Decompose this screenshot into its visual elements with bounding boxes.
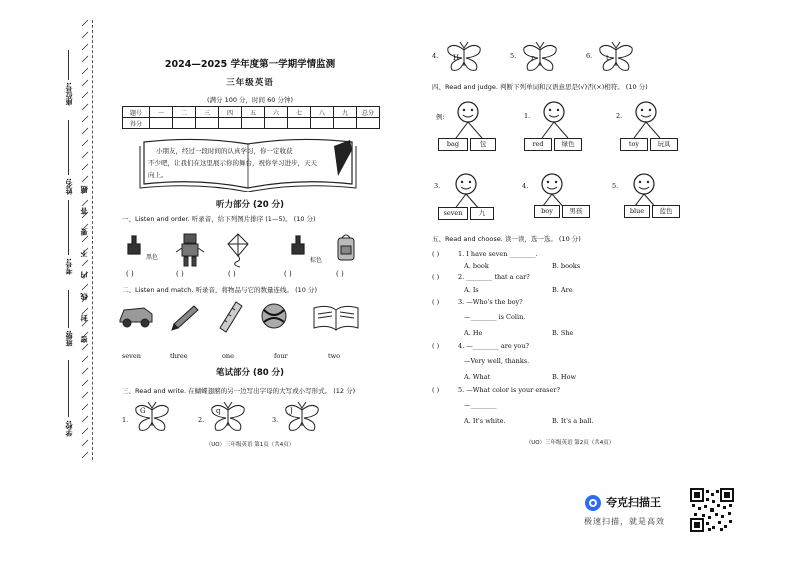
butterfly-letter: t [606, 54, 609, 62]
ball-icon [262, 304, 286, 328]
score-cell[interactable] [357, 118, 380, 129]
score-cell[interactable] [311, 118, 334, 129]
q5-answer-paren[interactable]: ( ) [432, 298, 440, 306]
smiley-icon [450, 100, 510, 140]
pencil-icon [172, 306, 198, 330]
q1-label-black: 黑色 [146, 254, 159, 261]
q5-option-b: B. It's a ball. [552, 417, 594, 425]
question-4-heading: 四、Read and judge. 判断下列单词和汉语意思是(√)否(×)相符。 (10 分) [432, 83, 648, 91]
butterfly-letter: H [453, 54, 460, 62]
q2-number-word: seven [122, 352, 141, 360]
ruler-icon [220, 302, 242, 332]
seat-line [68, 50, 69, 80]
score-cell[interactable] [288, 118, 311, 129]
binding-strip [0, 0, 100, 561]
class-line [68, 290, 69, 328]
hand-icon [128, 236, 140, 254]
q1-answer-paren[interactable]: ( ) [228, 270, 236, 278]
q4-item-number: 4. [522, 182, 529, 190]
score-row-label: 得分 [123, 118, 150, 129]
name-label: 姓名: [65, 178, 73, 195]
q4-chinese-word: 包 [470, 138, 496, 151]
q3-item-number: 3. [272, 416, 279, 424]
page-2-footer: （UO）三年级英语 第2页（共4页） [525, 440, 615, 446]
q5-option-a: A. Is [464, 286, 479, 294]
score-cell[interactable] [242, 118, 265, 129]
q4-english-word: blue [624, 205, 650, 218]
page-1 [100, 0, 400, 561]
score-cell[interactable] [219, 118, 242, 129]
score-header-cell: 一 [150, 107, 173, 118]
backpack-icon [338, 235, 354, 260]
butterfly-icon [520, 42, 560, 72]
score-row [123, 118, 380, 129]
exam-meta: (满分 100 分，时间 60 分钟) [206, 96, 293, 104]
class-label: 班级: [65, 330, 73, 347]
number-line [68, 200, 69, 255]
q5-option-a: A. He [464, 329, 483, 337]
q5-question-stem: 1. I have seven ________. [458, 250, 538, 258]
q4-chinese-word: 男孩 [562, 205, 590, 218]
scanner-watermark [578, 488, 738, 534]
q4-item-number: 1. [524, 112, 531, 120]
score-header-cell: 二 [173, 107, 196, 118]
q4-chinese-word: 蓝色 [652, 205, 680, 218]
school-line [68, 360, 69, 417]
writing-section-title: 笔试部分 (80 分) [215, 368, 285, 378]
q5-answer-paren[interactable]: ( ) [432, 342, 440, 350]
question-1-heading: 一、Listen and order. 听录音，给下列图片排序 (1—5)。 (10 分) [122, 215, 316, 223]
smiley-icon [448, 172, 508, 212]
q5-option-b: B. books [552, 262, 581, 270]
butterfly-letter: J [290, 407, 293, 415]
score-header-cell: 总分 [357, 107, 380, 118]
butterfly-letter: r [531, 54, 535, 62]
q4-item-number: 3. [434, 182, 441, 190]
q4-chinese-word: 玩具 [650, 138, 678, 151]
butterfly-icon [282, 402, 322, 432]
book-icon [314, 306, 358, 330]
score-cell[interactable] [196, 118, 219, 129]
butterfly-icon [444, 42, 484, 72]
q2-number-word: two [328, 352, 341, 360]
q5-question-stem: 5. —What color is your eraser? [458, 386, 560, 394]
q4-chinese-word: 九 [470, 207, 494, 220]
scanner-brand: 夸克扫描王 [606, 496, 661, 509]
exam-subtitle: 三年级英语 [226, 78, 274, 88]
q4-english-word: seven [438, 207, 468, 220]
number-label: 考号: [65, 258, 73, 275]
butterfly-icon [596, 42, 636, 72]
q3-item-number: 6. [586, 52, 593, 60]
q4-english-word: toy [620, 138, 648, 151]
question-2-heading: 二、Listen and match. 听录音，将物品与它的数量连线。 (10 分) [122, 286, 318, 294]
school-label: 学校: [65, 420, 73, 437]
listening-section-title: 听力部分 (20 分) [215, 200, 285, 210]
score-header-cell: 三 [196, 107, 219, 118]
score-table [122, 106, 380, 129]
seat-label: 座位号: [65, 82, 73, 106]
score-header-cell: 六 [265, 107, 288, 118]
name-line [68, 120, 69, 175]
score-cell[interactable] [150, 118, 173, 129]
score-cell[interactable] [265, 118, 288, 129]
q1-answer-paren[interactable]: ( ) [336, 270, 344, 278]
page-1-footer: （UO）三年级英语 第1页（共4页） [205, 442, 295, 448]
q2-number-word: three [170, 352, 188, 360]
banner-text-line-1: 小朋友，经过一段时间的认真学习，你一定收获 [156, 147, 293, 155]
q5-question-stem-2: —________ [464, 401, 497, 409]
q5-question-stem: 4. —________ are you? [458, 342, 529, 350]
score-cell[interactable] [334, 118, 357, 129]
butterfly-icon [208, 402, 248, 432]
q5-option-b: B. How [552, 373, 577, 381]
q5-option-b: B. She [552, 329, 574, 337]
q5-answer-paren[interactable]: ( ) [432, 273, 440, 281]
seal-line [92, 20, 93, 460]
q4-english-word: bag [438, 138, 468, 151]
q2-number-word: four [274, 352, 288, 360]
q3-item-number: 1. [122, 416, 129, 424]
q5-question-stem-2: —________ is Colin. [464, 313, 526, 321]
score-header-cell: 八 [311, 107, 334, 118]
q4-item-number: 2. [616, 112, 623, 120]
question-3-heading: 三、Read and write. 在蝴蝶翅膀的另一边写出字母的大写或小写形式。 (12 分) [122, 387, 356, 395]
q4-english-word: red [524, 138, 552, 151]
q5-option-a: A. It's white. [464, 417, 506, 425]
q5-question-stem: 2. ________ that a car? [458, 273, 530, 281]
kite-icon [228, 234, 248, 267]
q5-question-stem-2: —Very well, thanks. [464, 357, 530, 365]
banner-text-line-2: 不少吧，让我们在这里展示你的舞台，祝你学习进步，天天 [148, 159, 317, 167]
q4-chinese-word: 绿色 [554, 138, 582, 151]
exam-title: 2024—2025 学年度第一学期学情监测 [164, 59, 336, 70]
hand-icon [292, 236, 304, 254]
q5-question-stem: 3. —Who's the boy? [458, 298, 523, 306]
q1-pictures [124, 232, 364, 268]
q5-option-a: A. book [464, 262, 489, 270]
q4-example-label: 例: [436, 113, 445, 121]
q5-answer-paren[interactable]: ( ) [432, 386, 440, 394]
q3-item-number: 5. [510, 52, 517, 60]
q1-answer-paren[interactable]: ( ) [176, 270, 184, 278]
seal-warning: 密 封 线 内 不 要 答 题 [80, 180, 88, 344]
q4-english-word: boy [534, 205, 560, 218]
quark-logo-icon [584, 494, 602, 512]
score-cell[interactable] [173, 118, 196, 129]
q2-number-word: one [222, 352, 234, 360]
score-header-cell: 七 [288, 107, 311, 118]
page-2 [420, 0, 740, 561]
q1-answer-paren[interactable]: ( ) [284, 270, 292, 278]
smiley-icon [628, 100, 688, 140]
butterfly-letter: G [140, 407, 146, 415]
score-header-cell: 九 [334, 107, 357, 118]
qr-code-icon [690, 488, 734, 532]
q5-option-b: B. Are [552, 286, 573, 294]
q1-label-brown: 棕色 [310, 257, 323, 264]
score-header-row [123, 107, 380, 118]
butterfly-icon [132, 402, 172, 432]
score-header-cell: 四 [219, 107, 242, 118]
q3-item-number: 4. [432, 52, 439, 60]
q2-pictures [118, 300, 368, 334]
banner-text-line-3: 向上。 [148, 171, 168, 179]
smiley-icon [536, 100, 596, 140]
scanner-slogan: 极速扫描，就是高效 [584, 517, 665, 526]
car-icon [120, 308, 152, 327]
score-header-cell: 题号 [123, 107, 150, 118]
question-5-heading: 五、Read and choose. 读一读，选一选。 (10 分) [432, 235, 581, 243]
q4-item-number: 5. [612, 182, 619, 190]
score-header-cell: 五 [242, 107, 265, 118]
robot-icon [176, 234, 204, 266]
q3-item-number: 2. [198, 416, 205, 424]
butterfly-letter: q [216, 407, 221, 415]
q5-option-a: A. What [464, 373, 491, 381]
q5-answer-paren[interactable]: ( ) [432, 250, 440, 258]
q1-answer-paren[interactable]: ( ) [126, 270, 134, 278]
